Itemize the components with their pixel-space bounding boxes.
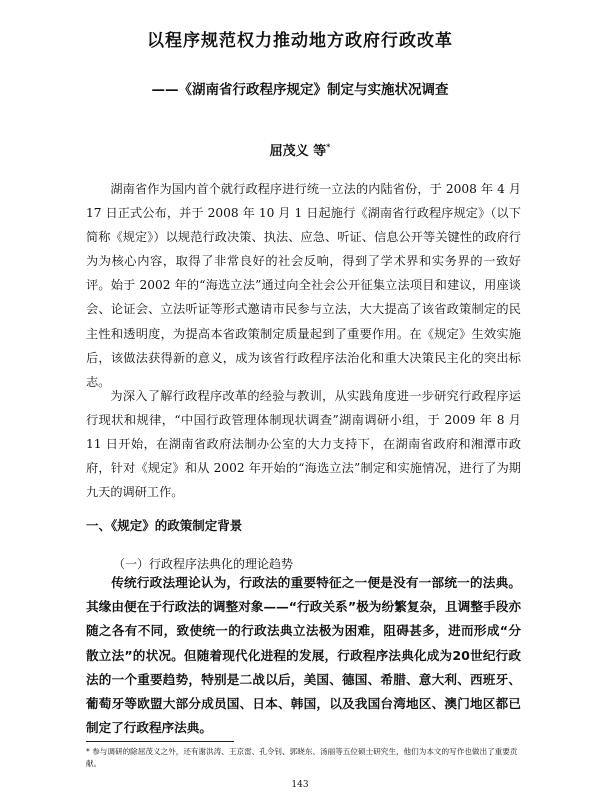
author-name: 屈茂义 等 [269,144,327,159]
footnote-divider [86,741,234,742]
paper-title: 以程序规范权力推动地方政府行政改革 [147,31,453,51]
page-number: 143 [291,780,309,790]
author-line [0,140,600,159]
author-footnote-mark: * [326,141,331,152]
subsection-heading: （一）行政程序法典化的理论趋势 [113,557,294,571]
section-heading: 一、《规定》的政策制定背景 [86,518,243,533]
paragraph-intro: 湖南省作为国内首个就行政程序进行统一立法的内陆省份，于 2008 年 4 月 17 日正式公布，并于 2008 年 10 月 1 日起施行《湖南省行政程序规定》（以下简称《规定》）以规范行政决策、执法、应急、听证、信息公开等关键性的政府行为为核心内容，取得了非常良好的社会反响，得到了学术界和实务界的一致好评。始于 2002 年的“海选立法”通过向全社会公开征集立法项目和建议，用座谈会、论证会、立法听证等形式邀请市民参与立法，大大提高了该省政策制定的民主性和透明度，为提高本省政策制定质量起到了重要作用。在《规定》生效实施后，该做法获得新的意义，成为该省行政程序法治化和重大决策民主化的突出标志。 [86,182,521,389]
paragraph-research: 为深入了解行政程序改革的经验与教训，从实践角度进一步研究行政程序运行现状和规律，“中国行政管理体制现状调查”湖南调研小组，于 2009 年 8 月 11 日开始，在湖南省政府法制办公室的大力支持下，在湖南省政府和湘潭市政府，针对《规定》和从 2002 年开始的“海选立法”制定和实施情况，进行了为期九天的调研工作。 [86,389,521,500]
paper-subtitle: ——《湖南省行政程序规定》制定与实施状况调查 [151,82,449,98]
paragraph-theory: 传统行政法理论认为，行政法的重要特征之一便是没有一部统一的法典。其缘由便在于行政法的调整对象——“行政关系”极为纷繁复杂，且调整手段亦随之各有不同，致使统一的行政法典立法极为困难，阻碍甚多，进而形成“分散立法”的状况。但随着现代化进程的发展，行政程序法典化成为20世纪行政法的一个重要趋势，特别是二战以后，美国、德国、希腊、意大利、西班牙、葡萄牙等欧盟大部分成员国、日本、韩国，以及我国台湾地区、澳门地区都已制定了行政程序法典。 [86,575,521,736]
footnote: * 参与调研的除屈茂义之外，还有谢洪涛、王京雷、孔令钊、郭晓东、汤丽等五位硕士研究生，他们为本文的写作也做出了重要贡献。 [86,747,518,768]
